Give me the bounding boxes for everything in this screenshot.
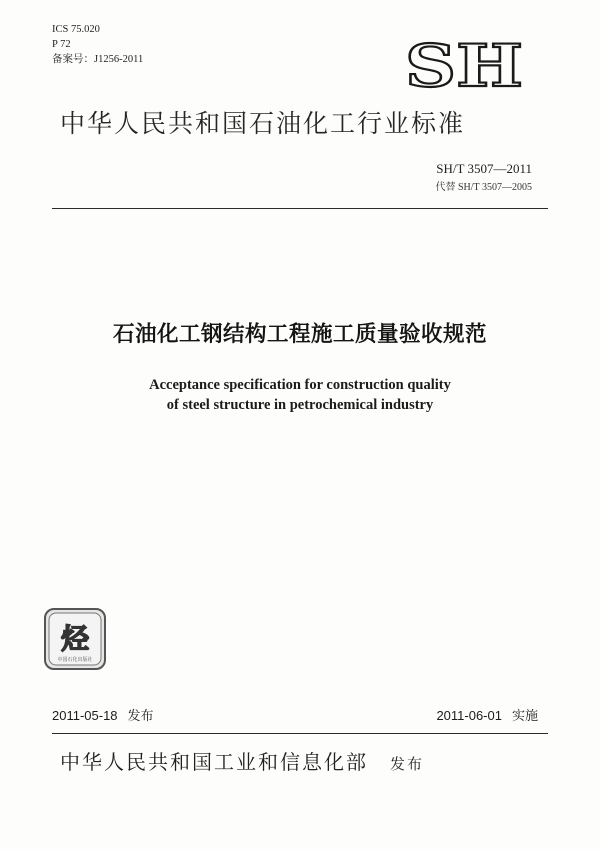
filing-number: 备案号：J1256-2011: [52, 54, 144, 65]
document-metadata: [52, 22, 143, 67]
english-title-line-2: of steel structure in petrochemical industry: [166, 397, 434, 413]
issue-date-line: [52, 705, 154, 724]
effective-label: 实施: [511, 708, 538, 723]
document-title-english: [0, 375, 600, 415]
standard-number: SH/T 3507—2011: [436, 161, 532, 176]
effective-date: 2011-06-01: [436, 708, 502, 723]
effective-date-line: [436, 705, 538, 724]
issuing-authority: [60, 746, 550, 775]
document-title-chinese: 石油化工钢结构工程施工质量验收规范: [112, 322, 487, 347]
standard-organization-heading: 中华人民共和国石油化工行业标准: [60, 109, 466, 138]
ics-code: ICS 75.020: [52, 24, 100, 35]
top-divider: [52, 208, 548, 209]
sh-logo: [402, 40, 526, 92]
issuer-name: 中华人民共和国工业和信息化部: [60, 750, 368, 774]
sh-logo-text: SH: [405, 40, 523, 92]
issue-label: 发布: [127, 708, 154, 723]
seal-ring-text: 中国石化出版社: [57, 657, 93, 663]
publisher-seal-icon: [44, 608, 106, 670]
replaced-standard: 代替 SH/T 3507—2005: [435, 182, 532, 193]
issuer-action: 发布: [390, 755, 425, 773]
english-title-line-1: Acceptance specification for construction quality: [149, 377, 451, 393]
ccs-code: P 72: [52, 39, 71, 50]
issue-date: 2011-05-18: [52, 708, 118, 723]
standard-codes: [436, 161, 533, 193]
seal-glyph: 烃: [60, 622, 90, 655]
bottom-divider: [52, 733, 548, 734]
